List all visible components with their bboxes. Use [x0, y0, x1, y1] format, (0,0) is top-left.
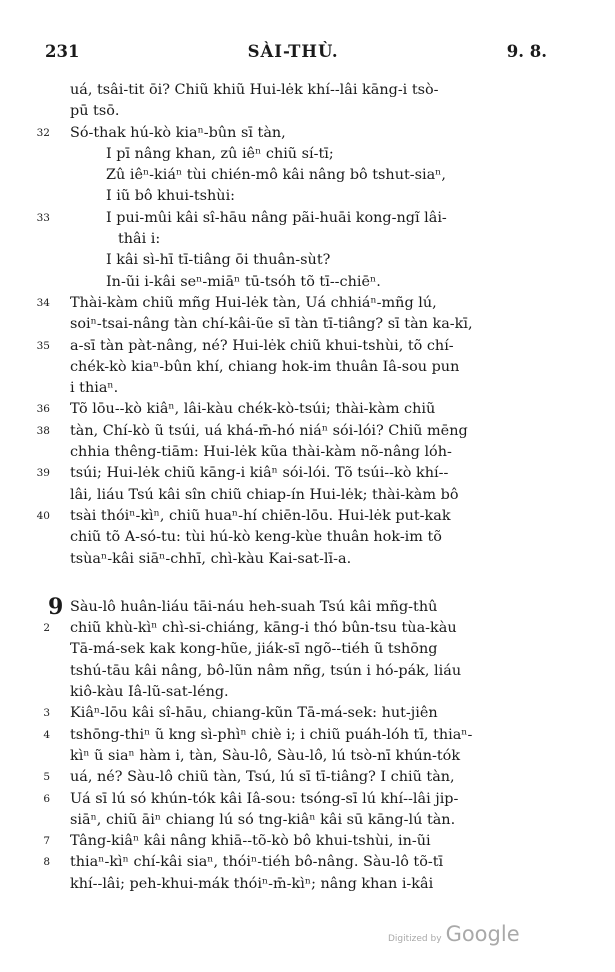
google-logo: Google — [445, 922, 520, 946]
text-line — [58, 165, 547, 186]
line-text: tsùaⁿ-kâi siāⁿ-chhī, chì-kàu Kai-sat-lī-a. — [70, 550, 352, 567]
line-text: Kiâⁿ-lōu kâi sî-hāu, chiang-kũn Tā-má-sek: hut-jiên — [70, 705, 438, 722]
verse-number: 34 — [36, 296, 50, 309]
verse-number: 6 — [43, 792, 50, 805]
text-line — [58, 80, 547, 101]
text-line — [43, 852, 547, 873]
line-text: lâi, liáu Tsú kâi sîn chiũ chiap-ín Hui-lėk; thài-kàm bô — [70, 486, 459, 503]
verse-number: 4 — [43, 728, 50, 741]
line-text: tàn, Chí-kò ũ tsúi, uá khá-m̄-hó niáⁿ sói-lói? Chiũ mēng — [70, 422, 468, 439]
line-text: Só-thak hú-kò kiaⁿ-bûn sī tàn, — [70, 124, 286, 141]
line-text: chhia thêng-tiām: Hui-lėk kũa thài-kàm nõ-nâng lóh- — [70, 444, 452, 461]
text-line — [58, 272, 547, 293]
verse-number: 35 — [36, 339, 50, 352]
page-number: 231 — [45, 42, 80, 61]
text-line — [43, 725, 547, 746]
line-text: In-ũi i-kâi seⁿ-miāⁿ tū-tsóh tõ tī--chiēⁿ. — [106, 273, 381, 290]
verse-number: 2 — [43, 622, 50, 635]
text-line — [43, 831, 547, 852]
line-text: uá, né? Sàu-lô chiũ tàn, Tsú, lú sī tī-tiâng? I chiũ tàn, — [70, 769, 455, 786]
line-text: pū tsō. — [70, 103, 120, 120]
text-line — [58, 442, 547, 463]
line-text: Tā-má-sek kak kong-hũe, jiák-sī ngõ--tiéh ũ tshōng — [70, 641, 438, 658]
line-text: kìⁿ ũ siaⁿ hàm i, tàn, Sàu-lô, Sàu-lô, lú tsò-nī khún-tók — [70, 747, 461, 764]
line-text: tsúi; Hui-lėk chiũ kāng-i kiâⁿ sói-lói. Tõ tsúi--kò khí-- — [70, 465, 449, 482]
line-text: siāⁿ, chiũ āiⁿ chiang lú só tng-kiâⁿ kâi sū kāng-lú tàn. — [70, 811, 456, 828]
chapter-9 — [43, 593, 547, 895]
line-text: Thài-kàm chiũ mñg Hui-lėk tàn, Uá chhiáⁿ-mñg lú, — [70, 294, 437, 311]
verse-number: 7 — [43, 835, 50, 848]
verse-number: 40 — [36, 509, 50, 522]
text-line — [58, 250, 547, 271]
text-line — [58, 682, 547, 703]
text-line — [36, 506, 547, 527]
text-line — [36, 123, 547, 144]
text-line — [58, 101, 547, 122]
line-text: tsài thóiⁿ-kìⁿ, chiũ huaⁿ-hí chiēn-lōu. Hui-lėk put-kak — [70, 507, 451, 524]
line-text: soiⁿ-tsai-nâng tàn chí-kâi-ũe sī tàn tī-tiâng? sī tàn ka-kī, — [70, 316, 473, 333]
verse-number: 8 — [43, 856, 50, 869]
chapter-number: 9 — [48, 593, 64, 620]
line-text: I kâi sì-hī tī-tiâng ōi thuân-sùt? — [106, 252, 331, 269]
line-text: khí--lâi; peh-khui-mák thóiⁿ-m̄-kìⁿ; nâng khan i-kâi — [70, 875, 434, 892]
page-title: SÀI-THÙ. — [247, 42, 339, 61]
text-line — [36, 293, 547, 314]
text-line — [58, 144, 547, 165]
line-text: thâi i: — [118, 231, 161, 248]
line-text: uá, tsâi-tit ōi? Chiũ khiũ Hui-lėk khí--lâi kāng-i tsò- — [70, 82, 439, 98]
digitized-watermark — [388, 922, 520, 946]
text-line — [58, 186, 547, 207]
text-line — [36, 208, 547, 229]
line-text: I pī nâng khan, zû iêⁿ chiũ sí-tī; — [106, 145, 334, 162]
line-text: thiaⁿ-kìⁿ chí-kâi siaⁿ, thóiⁿ-tiéh bô-nâng. Sàu-lô tõ-tī — [70, 854, 444, 871]
line-text: i thiaⁿ. — [70, 380, 119, 397]
line-text: a-sī tàn pàt-nâng, né? Hui-lėk chiũ khui-tshùi, tõ chí- — [70, 337, 454, 354]
text-line — [58, 746, 547, 767]
text-line — [58, 597, 547, 618]
verse-number: 39 — [36, 467, 50, 480]
line-text: Uá sī lú só khún-tók kâi Iâ-sou: tsóng-sī lú khí--lâi jip- — [70, 790, 459, 807]
line-text: Tâng-kiâⁿ kâi nâng khiā--tõ-kò bô khui-tshùi, in-ũi — [70, 833, 431, 850]
line-text: Zû iêⁿ-kiáⁿ tùi chién-mô kâi nâng bô tshut-siaⁿ, — [106, 167, 446, 184]
verse-number: 32 — [36, 126, 50, 139]
line-text: Tõ lōu--kò kiâⁿ, lâi-kàu chék-kò-tsúi; thài-kàm chiũ — [70, 401, 436, 418]
text-line — [43, 618, 547, 639]
text-line — [36, 421, 547, 442]
line-text: chiũ khù-kìⁿ chì-si-chiáng, kāng-i thó bûn-tsu tùa-kàu — [70, 620, 457, 637]
text-line — [36, 463, 547, 484]
chapter-verse-ref: 9. 8. — [506, 42, 547, 61]
line-text: chiũ tõ A-só-tu: tùi hú-kò keng-kùe thuân hok-im tõ — [70, 529, 442, 546]
page-body — [36, 80, 547, 895]
text-line — [58, 229, 547, 250]
verse-number: 38 — [36, 424, 50, 437]
verse-number: 3 — [43, 707, 50, 720]
text-line — [58, 357, 547, 378]
text-line — [58, 639, 547, 660]
line-text: Sàu-lô huân-liáu tāi-náu heh-suah Tsú kâi mñg-thû — [70, 598, 438, 615]
text-line — [43, 767, 547, 788]
text-line — [58, 527, 547, 548]
text-line — [58, 661, 547, 682]
watermark-prefix: Digitized by — [388, 934, 442, 944]
line-text: tshú-tāu kâi nâng, bô-lũn nâm nñg, tsún i hó-pák, liáu — [70, 662, 462, 679]
text-line — [36, 336, 547, 357]
line-text: I pui-mûi kâi sî-hāu nâng pãi-huāi kong-ngĩ lâi- — [106, 209, 447, 226]
text-line — [58, 485, 547, 506]
line-text: chék-kò kiaⁿ-bûn khí, chiang hok-im thuân Iâ-sou pun — [70, 358, 460, 375]
line-text: tshōng-thiⁿ ũ kng sì-phìⁿ chiè i; i chiũ puáh-lóh tī, thiaⁿ- — [70, 726, 473, 743]
text-line — [36, 399, 547, 420]
text-line — [58, 378, 547, 399]
page-header — [45, 42, 547, 68]
text-line — [43, 703, 547, 724]
chapter-8-ending — [36, 80, 547, 570]
text-line — [43, 789, 547, 810]
verse-number: 5 — [43, 771, 50, 784]
text-line — [58, 314, 547, 335]
verse-number: 36 — [36, 403, 50, 416]
verse-number: 33 — [36, 211, 50, 224]
line-text: I iũ bô khui-tshùi: — [106, 188, 236, 205]
text-line — [58, 810, 547, 831]
text-line — [58, 874, 547, 895]
line-text: kiô-kàu Iâ-lũ-sat-léng. — [70, 684, 229, 701]
text-line — [58, 549, 547, 570]
